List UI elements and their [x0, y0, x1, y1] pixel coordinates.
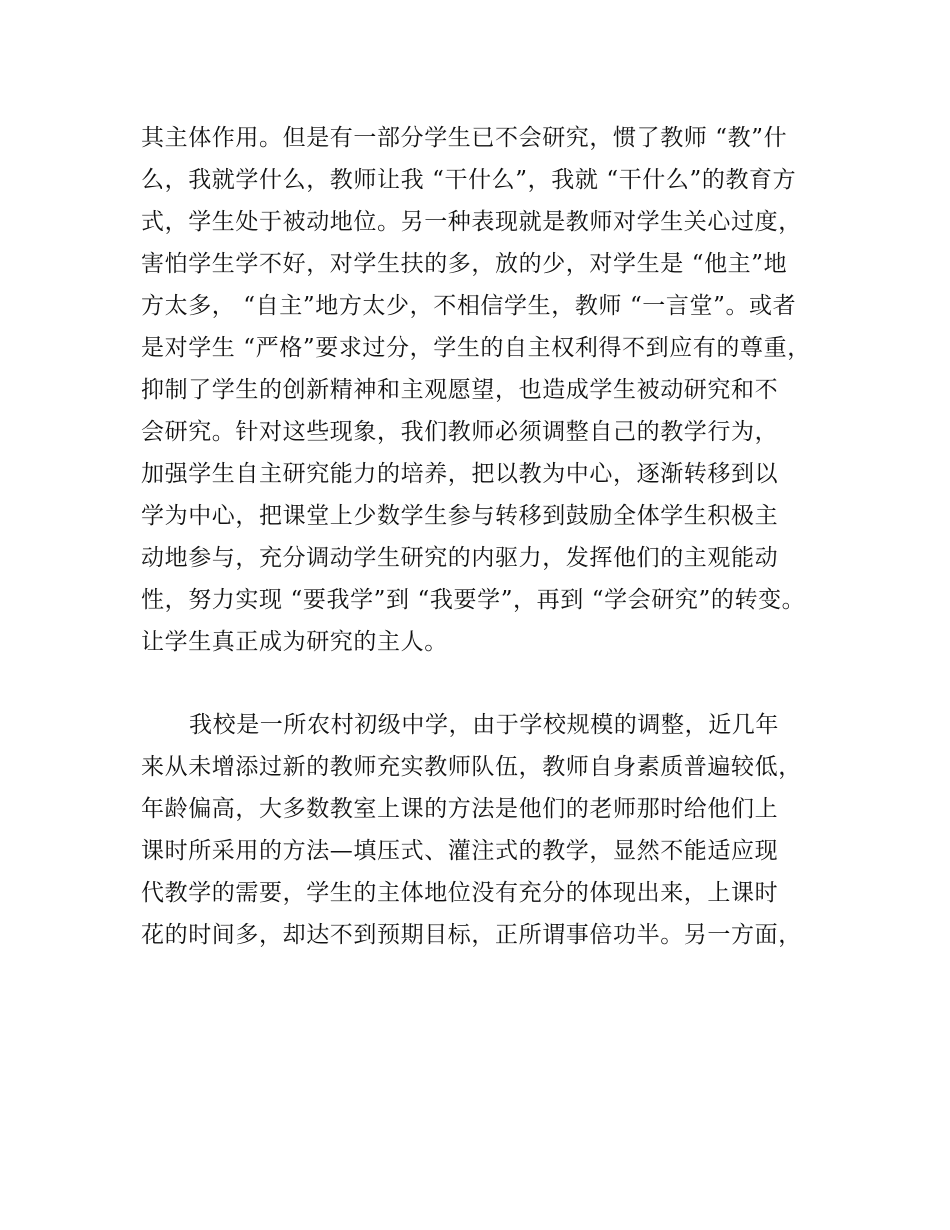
text-line: 是对学生 “严格”要求过分，学生的自主权利得不到应有的尊重，: [141, 335, 811, 361]
text-line: 让学生真正成为研究的主人。: [141, 629, 448, 655]
text-line: 年龄偏高，大多数教室上课的方法是他们的老师那时给他们上: [141, 796, 779, 822]
text-line: 会研究。针对这些现象，我们教师必须调整自己的教学行为，: [141, 419, 779, 445]
text-line: 动地参与，充分调动学生研究的内驱力，发挥他们的主观能动: [141, 545, 779, 571]
text-line: 方太多， “自主”地方太少，不相信学生，教师 “一言堂”。或者: [141, 293, 797, 319]
text-line: 学为中心，把课堂上少数学生参与转移到鼓励全体学生积极主: [141, 503, 779, 529]
text-line: 花的时间多，却达不到预期目标，正所谓事倍功半。另一方面，: [141, 922, 802, 948]
paragraph-2: [141, 704, 831, 956]
paragraph-gap: [141, 663, 831, 704]
text-line: 式，学生处于被动地位。另一种表现就是教师对学生关心过度，: [141, 209, 802, 235]
text-line: 性，努力实现 “要我学”到 “我要学”，再到 “学会研究”的转变。: [141, 587, 806, 613]
text-line: 代教学的需要，学生的主体地位没有充分的体现出来，上课时: [141, 880, 779, 906]
text-line: 抑制了学生的创新精神和主观愿望，也造成学生被动研究和不: [141, 377, 779, 403]
document-body: [141, 117, 831, 956]
text-line: 加强学生自主研究能力的培养，把以教为中心，逐渐转移到以: [141, 461, 779, 487]
text-line: 课时所采用的方法—填压式、灌注式的教学，显然不能适应现: [141, 838, 779, 864]
text-line: 我校是一所农村初级中学，由于学校规模的调整，近几年: [189, 712, 779, 738]
text-line: 害怕学生学不好，对学生扶的多，放的少，对学生是 “他主”地: [141, 251, 788, 277]
paragraph-1: [141, 117, 831, 663]
text-line: 其主体作用。但是有一部分学生已不会研究，惯了教师 “教”什: [141, 125, 788, 151]
text-line: 么，我就学什么，教师让我 “干什么”，我就 “干什么”的教育方: [141, 167, 797, 193]
text-line: 来从未增添过新的教师充实教师队伍，教师自身素质普遍较低，: [141, 754, 802, 780]
